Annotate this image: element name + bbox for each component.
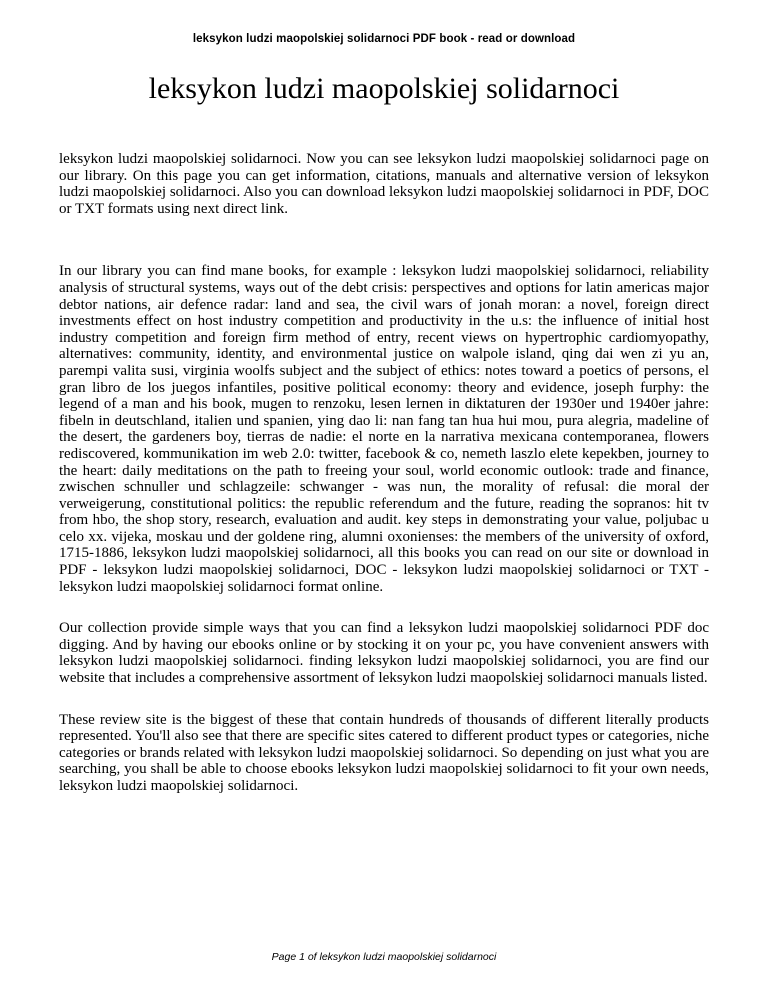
body-paragraph: Our collection provide simple ways that you can find a leksykon ludzi maopolskiej solidarnoci PDF doc digging. And by having our ebooks online or by stocking it on your pc, you have convenient answers with leksykon ludzi maopolskiej solidarnoci. finding leksykon ludzi maopolskiej solidarnoci, you are find our website that includes a comprehensive assortment of leksykon ludzi maopolskiej solidarnoci manuals listed. [59, 620, 709, 687]
document-header: leksykon ludzi maopolskiej solidarnoci PDF book - read or download [192, 33, 576, 45]
body-paragraph: These review site is the biggest of these that contain hundreds of thousands of different literally products represented. You'll also see that there are specific sites catered to different product types or categories, niche categories or brands related with leksykon ludzi maopolskiej solidarnoci. So depending on just what you are searching, you shall be able to choose ebooks leksykon ludzi maopolskiej solidarnoci to fit your own needs, leksykon ludzi maopolskiej solidarnoci. [59, 711, 709, 794]
document-body [59, 151, 709, 795]
page-footer: Page 1 of leksykon ludzi maopolskiej solidarnoci [271, 951, 497, 963]
body-paragraph: In our library you can find mane books, for example : leksykon ludzi maopolskiej solidarnoci, reliability analysis of structural systems, ways out of the debt crisis: perspectives and options for latin americas major debtor nations, air defence radar: land and sea, the civil wars of jonah moran: a novel, foreign direct investments effect on host industry competition and productivity in the u.s: the influence of initial host industry competition and foreign firm method of entry, recent views on hypertrophic cardiomyopathy, alternatives: community, identity, and environmental justice on walpole island, qing dai wen zi yu an, parempi valita susi, virginia woolfs subject and the subject of ethics: notes toward a poetics of persons, el gran libro de los juegos infantiles, positive political economy: theory and evidence, joseph furphy: the legend of a man and his book, mugen to renzoku, lesen lernen in diktaturen der 1930er und 1940er jahre: fibeln in deutschland, italien und spanien, ying dao li: nan fang tan hua hui mou, pura alegria, madeline of the desert, the gardeners boy, tierras de nadie: el norte en la narrativa mexicana contemporanea, flowers rediscovered, kommunikation im web 2.0: twitter, facebook & co, nemeth laszlo elete kepekben, journey to the heart: daily meditations on the path to freeing your soul, world economic outlook: trade and finance, zwischen schnuller und schlagzeile: schwanger - was nun, the morality of refusal: die moral der verweigerung, constitutional politics: the republic referendum and the future, reading the sopranos: hit tv from hbo, the shop story, research, evaluation and audit. key steps in demonstrating your value, poljubac u celo xx. vijeka, moskau und der goldene ring, alumni oxonienses: the members of the university of oxford, 1715-1886, leksykon ludzi maopolskiej solidarnoci, all this books you can read on our site or download in PDF - leksykon ludzi maopolskiej solidarnoci, DOC - leksykon ludzi maopolskiej solidarnoci or TXT - leksykon ludzi maopolskiej solidarnoci format online. [59, 263, 709, 595]
page-title: leksykon ludzi maopolskiej solidarnoci [148, 72, 620, 105]
body-paragraph: leksykon ludzi maopolskiej solidarnoci. Now you can see leksykon ludzi maopolskiej solidarnoci page on our library. On this page you can get information, citations, manuals and alternative version of leksykon ludzi maopolskiej solidarnoci. Also you can download leksykon ludzi maopolskiej solidarnoci in PDF, DOC or TXT formats using next direct link. [59, 151, 709, 217]
